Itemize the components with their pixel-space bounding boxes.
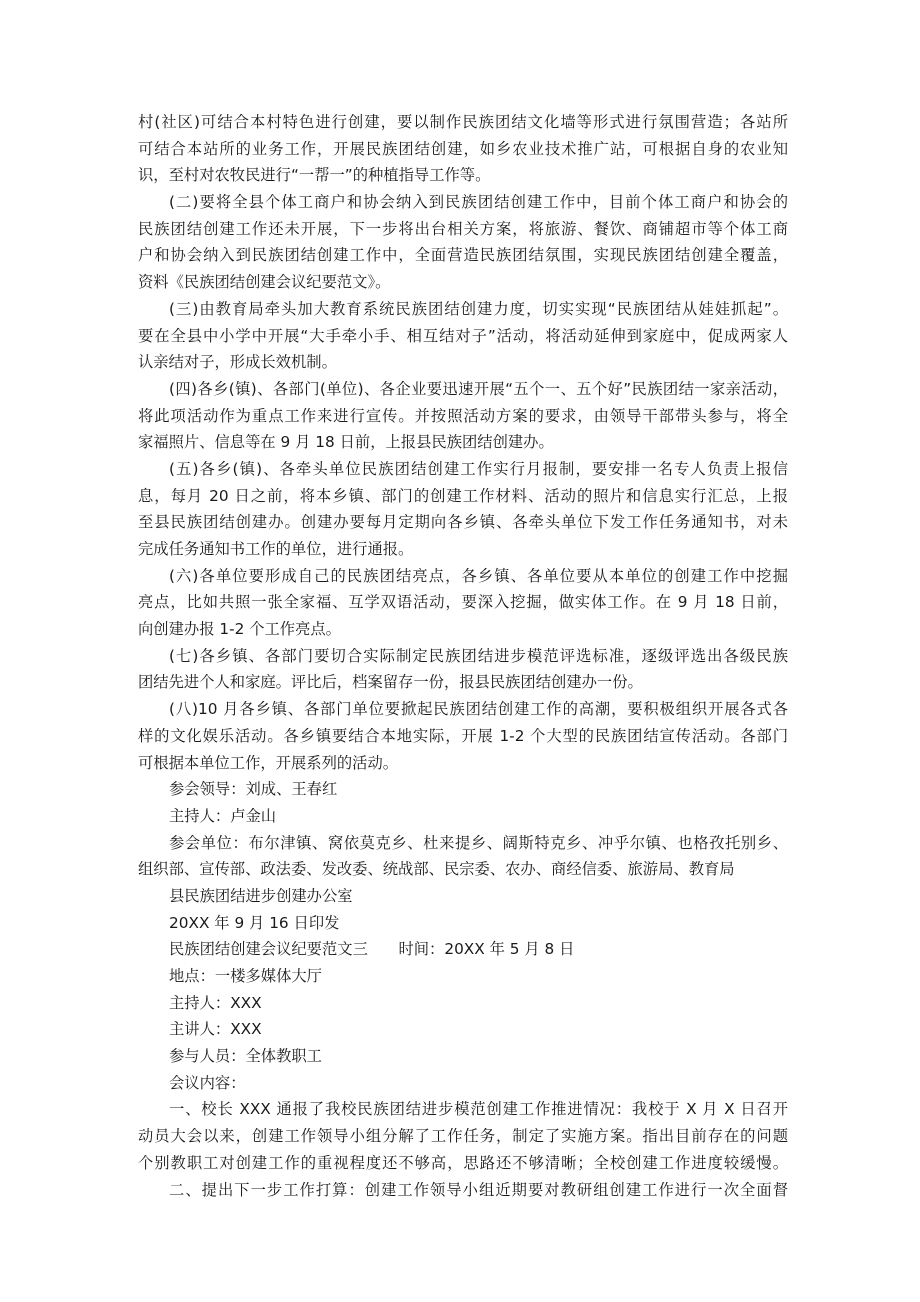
text-line: 地点：一楼多媒体大厅 <box>169 967 322 985</box>
text-line: 认亲结对子，形成长效机制。 <box>138 353 337 372</box>
text-line: 将此项活动作为重点工作来进行宣传。并按照活动方案的要求，由领导干部带头参与，将全 <box>138 406 788 425</box>
text-line: 村(社区)可结合本村特色进行创建，要以制作民族团结文化墙等形式进行氛围营造；各站所 <box>138 113 788 131</box>
text-line: 团结先进个人和家庭。评比后，档案留存一份，报县民族团结创建办一份。 <box>138 673 643 692</box>
text-line: 民族团结创建工作还未开展，下一步将出台相关方案，将旅游、餐饮、商铺超市等个体工商 <box>138 219 788 238</box>
text-line: 资料《民族团结创建会议纪要范文》。 <box>138 273 391 292</box>
text-line: 参会单位：布尔津镇、窝依莫克乡、杜来提乡、阔斯特克乡、冲乎尔镇、也格孜托别乡、 <box>169 833 788 852</box>
text-line: 向创建办报 1-2 个工作亮点。 <box>138 620 341 639</box>
text-line: 样的文化娱乐活动。各乡镇要结合本地实际，开展 1-2 个大型的民族团结宣传活动。各部门 <box>138 726 788 745</box>
text-line: 息，每月 20 日之前，将本乡镇、部门的创建工作材料、活动的照片和信息实行汇总，上报 <box>138 486 788 505</box>
text-line: 完成任务通知书工作的单位，进行通报。 <box>138 540 414 558</box>
text-line: (八)10 月各乡镇、各部门单位要掀起民族团结创建工作的高潮，要积极组织开展各式各 <box>169 700 788 719</box>
text-line: 主持人：XXX <box>169 993 262 1012</box>
text-line: 参与人员：全体教职工 <box>169 1047 322 1066</box>
text-line: 动员大会以来，创建工作领导小组分解了工作任务，制定了实施方案。指出目前存在的问题 <box>138 1127 788 1146</box>
text-line: 亮点，比如共照一张全家福、互学双语活动，要深入挖掘，做实体工作。在 9 月 18 日前， <box>138 593 788 612</box>
text-line: 组织部、宣传部、政法委、发改委、统战部、民宗委、农办、商经信委、旅游局、教育局 <box>138 860 735 879</box>
text-line: 民族团结创建会议纪要范文三 时间：20XX 年 5 月 8 日 <box>169 940 575 959</box>
text-line: (七)各乡镇、各部门要切合实际制定民族团结进步模范评选标准，逐级评选出各级民族 <box>169 646 788 665</box>
text-line: 二、提出下一步工作打算：创建工作领导小组近期要对教研组创建工作进行一次全面督 <box>169 1180 788 1199</box>
text-line: 个别教职工对创建工作的重视程度还不够高，思路还不够清晰；全校创建工作进度较缓慢。 <box>138 1153 788 1172</box>
text-line: 会议内容： <box>169 1073 246 1092</box>
text-line: (六)各单位要形成自己的民族团结亮点，各乡镇、各单位要从本单位的创建工作中挖掘 <box>169 566 788 585</box>
text-line: 至县民族团结创建办。创建办要每月定期向各乡镇、各牵头单位下发工作任务通知书，对未 <box>138 513 788 532</box>
text-line: (二)要将全县个体工商户和协会纳入到民族团结创建工作中，目前个体工商户和协会的 <box>169 193 788 212</box>
document-page <box>138 109 788 1203</box>
text-line: 县民族团结进步创建办公室 <box>169 886 353 905</box>
text-line: 20XX 年 9 月 16 日印发 <box>169 913 340 932</box>
text-line: 主讲人：XXX <box>169 1020 262 1039</box>
text-line: 参会领导：刘成、王春红 <box>169 780 338 799</box>
text-line: 主持人：卢金山 <box>169 806 277 825</box>
text-line: 可根据本单位工作，开展系列的活动。 <box>138 753 399 772</box>
text-line: 家福照片、信息等在 9 月 18 日前，上报县民族团结创建办。 <box>138 433 554 452</box>
text-line: 识，至村对农牧民进行“一帮一”的种植指导工作等。 <box>138 166 491 185</box>
text-line: 要在全县中小学中开展“大手牵小手、相互结对子”活动，将活动延伸到家庭中，促成两家人 <box>138 326 788 345</box>
text-line: 一、校长 XXX 通报了我校民族团结进步模范创建工作推进情况：我校于 X 月 X 日召开 <box>169 1100 788 1119</box>
text-line: (四)各乡(镇)、各部门(单位)、各企业要迅速开展“五个一、五个好”民族团结一家亲活动， <box>169 379 788 398</box>
text-line: (五)各乡(镇)、各牵头单位民族团结创建工作实行月报制，要安排一名专人负责上报信 <box>169 459 788 478</box>
text-line: 户和协会纳入到民族团结创建工作中，全面营造民族团结氛围，实现民族团结创建全覆盖， <box>138 246 788 265</box>
text-line: (三)由教育局牵头加大教育系统民族团结创建力度，切实实现“民族团结从娃娃抓起”。 <box>169 299 788 318</box>
text-line: 可结合本站所的业务工作，开展民族团结创建，如乡农业技术推广站，可根据自身的农业知 <box>138 139 788 158</box>
